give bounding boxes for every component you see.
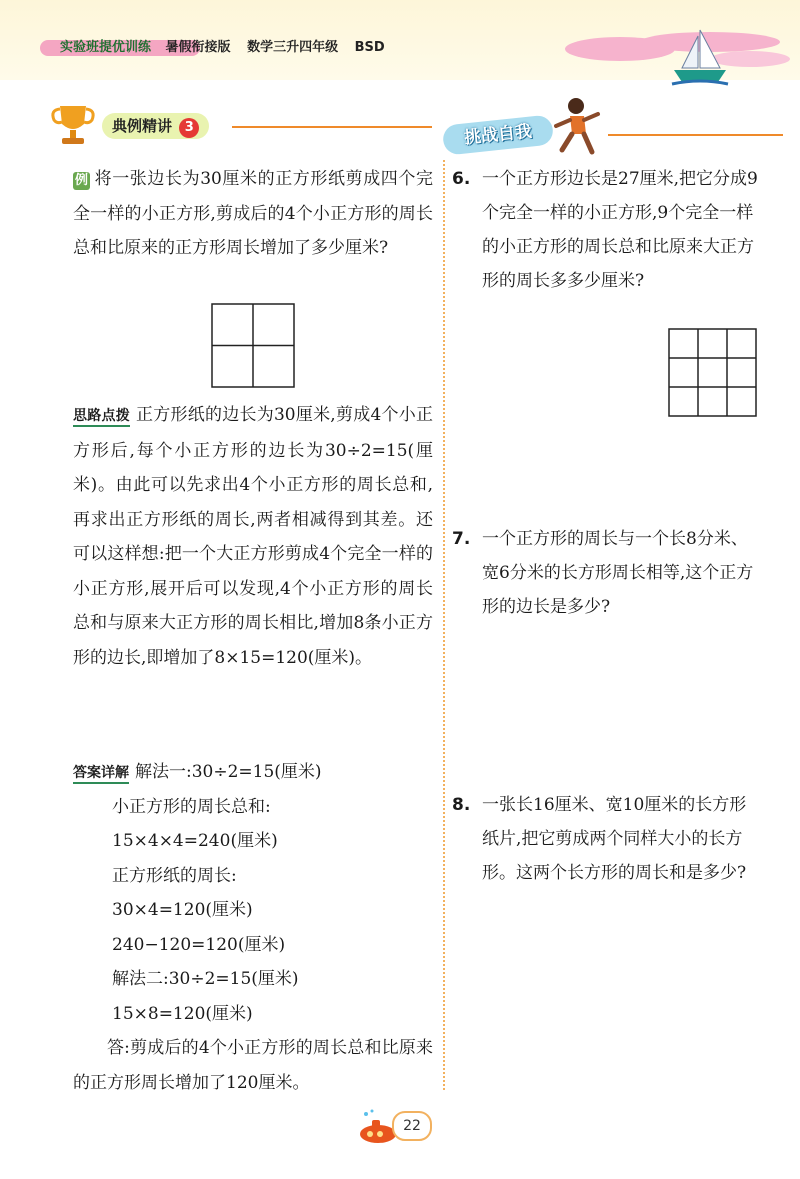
answer-line-8: 15×8=120(厘米) <box>112 1004 253 1024</box>
three-by-three-grid-figure <box>668 328 758 418</box>
question-6 <box>452 162 762 298</box>
example-question <box>73 162 433 266</box>
book-brand: 实验班提优训练 <box>60 40 152 55</box>
answer-conclusion: 答:剪成后的4个小正方形的周长总和比原来的正方形周长增加了120厘米。 <box>73 1038 433 1093</box>
example-question-text: 将一张边长为30厘米的正方形纸剪成四个完全一样的小正方形,剪成后的4个小正方形的周长总和比原来的正方形周长增加了多少厘米? <box>73 169 433 258</box>
book-header <box>60 36 397 55</box>
trophy-icon <box>48 100 98 148</box>
hint-label: 思路点拨 <box>73 408 130 427</box>
answer-label: 答案详解 <box>73 765 129 784</box>
question-8-number: 8. <box>452 795 471 815</box>
two-by-two-grid-figure <box>211 303 295 388</box>
answer-line-5: 30×4=120(厘米) <box>112 900 253 920</box>
question-8 <box>452 788 762 890</box>
answer-line-2: 小正方形的周长总和: <box>112 797 271 817</box>
answer-line-3: 15×4×4=240(厘米) <box>112 831 278 851</box>
challenge-title: 挑战自我 <box>442 114 555 155</box>
hint-text: 正方形纸的边长为30厘米,剪成4个小正方形后,每个小正方形的边长为30÷2=15(厘米)。由此可以先求出4个小正方形的周长总和,再求出正方形纸的周长,两者相减得到其差。还可以这样想:把一个大正方形剪成4个完全一样的小正方形,展开后可以发现,4个小正方形的周长总和与原来大正方形的周长相比,增加8条小正方形的边长,即增加了8×15=120(厘米)。 <box>73 405 433 668</box>
question-6-number: 6. <box>452 169 471 189</box>
question-8-text: 一张长16厘米、宽10厘米的长方形纸片,把它剪成两个同样大小的长方形。这两个长方形的周长和是多少? <box>482 795 747 883</box>
book-edition: 暑假衔接版 <box>165 40 231 55</box>
hint-paragraph <box>73 398 433 675</box>
example-label: 例 <box>75 173 89 188</box>
sailboat-icon <box>670 28 730 88</box>
answer-line-1: 答案详解 解法一:30÷2=15(厘米) <box>73 762 322 782</box>
section-number-badge: 3 <box>179 118 199 138</box>
section-rule-right <box>608 134 783 136</box>
question-6-text: 一个正方形边长是27厘米,把它分成9个完全一样的小正方形,9个完全一样的小正方形的周长总和比原来大正方形的周长多多少厘米? <box>482 169 758 291</box>
page-number: 22 <box>392 1111 432 1141</box>
section-title <box>102 113 209 139</box>
answer-line-6: 240−120=120(厘米) <box>112 935 286 955</box>
question-7 <box>452 522 762 624</box>
book-subject: 数学三升四年级 <box>247 40 339 55</box>
section-title-text: 典例精讲 <box>112 117 173 135</box>
question-7-text: 一个正方形的周长与一个长8分米、宽6分米的长方形周长相等,这个正方形的边长是多少? <box>482 529 754 617</box>
answer-line-7: 解法二:30÷2=15(厘米) <box>112 969 299 989</box>
book-code: BSD <box>354 40 385 55</box>
section-rule-left <box>232 126 432 128</box>
question-7-number: 7. <box>452 529 471 549</box>
runner-icon <box>548 96 604 158</box>
answer-line-4: 正方形纸的周长: <box>112 866 237 886</box>
column-divider <box>443 160 445 1090</box>
